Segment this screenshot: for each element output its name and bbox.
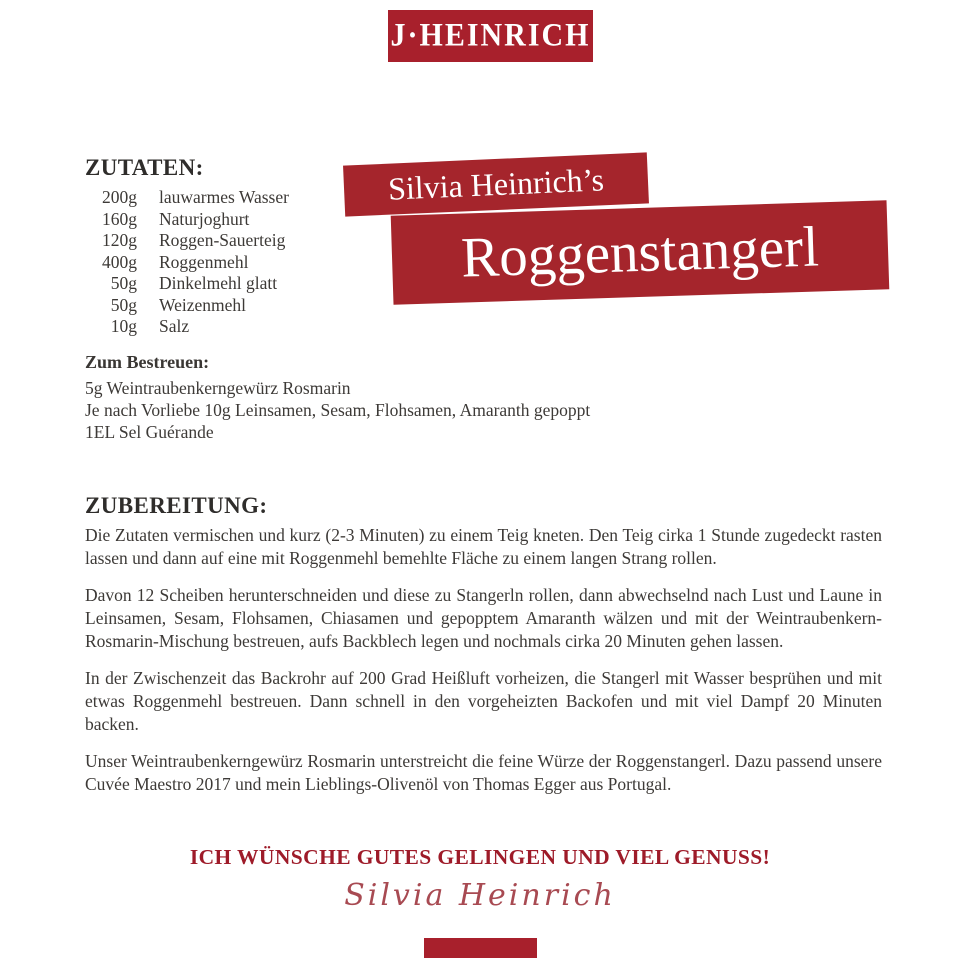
ingredients-heading: ZUTATEN: — [85, 155, 204, 180]
ingredient-name: Weizenmehl — [159, 294, 247, 315]
preparation-paragraph: In der Zwischenzeit das Backrohr auf 200 Grad Heißluft vorheizen, die Stangerl mit Wasser besprühen und mit etwas Roggenmehl bestreuen. Dann schnell in den vorgeheizten Backofen und mit viel Dampf 20 Minuten backen. — [85, 668, 882, 734]
title-author-text: Silvia Heinrich’s — [387, 161, 605, 207]
wish-line: ICH WÜNSCHE GUTES GELINGEN UND VIEL GENUSS! — [189, 845, 771, 869]
ingredient-amount: 50g — [110, 294, 137, 315]
ingredient-amount: 200g — [102, 187, 137, 207]
ingredient-row — [85, 273, 345, 295]
ingredients-section — [85, 155, 345, 338]
bottom-red-mark — [424, 938, 537, 958]
preparation-paragraph: Davon 12 Scheiben herunterschneiden und diese zu Stangerln rollen, dann abwechselnd nach Lust und Laune in Leinsamen, Sesam, Flohsamen, Chiasamen und gepopptem Amaranth wälzen und mit der Weintraubenkern-Rosmarin-Mischung bestreuen, aufs Backblech legen und nochmals cirka 20 Minuten gehen lassen. — [85, 585, 882, 651]
ingredient-amount: 400g — [102, 251, 137, 272]
ingredient-name: Roggen-Sauerteig — [159, 230, 286, 250]
ingredient-name: Roggenmehl — [159, 251, 249, 272]
topping-line: 1EL Sel Guérande — [85, 422, 214, 442]
brand-logo — [388, 10, 593, 62]
brand-logo-text: J·HEINRICH — [390, 17, 591, 54]
ingredient-amount: 160g — [102, 208, 137, 229]
ingredient-name: lauwarmes Wasser — [159, 187, 289, 207]
ingredient-row — [85, 316, 345, 338]
topping-heading: Zum Bestreuen: — [85, 352, 210, 372]
ingredient-row — [85, 187, 345, 209]
preparation-paragraph: Unser Weintraubenkerngewürz Rosmarin unterstreicht die feine Würze der Roggenstangerl. Dazu passend unsere Cuvée Maestro 2017 und mein Lieblings-Olivenöl von Thomas Egger aus Portugal. — [85, 751, 882, 794]
ingredient-name: Naturjoghurt — [159, 208, 250, 229]
ingredient-amount: 50g — [110, 273, 137, 293]
preparation-heading: ZUBEREITUNG: — [85, 493, 268, 518]
title-banner-author — [343, 152, 649, 216]
title-banner-recipe — [391, 200, 890, 305]
ingredient-name: Dinkelmehl glatt — [159, 273, 278, 293]
ingredient-row — [85, 252, 345, 274]
topping-line: Je nach Vorliebe 10g Leinsamen, Sesam, Flohsamen, Amaranth gepoppt — [85, 400, 591, 420]
preparation-paragraph: Die Zutaten vermischen und kurz (2-3 Minuten) zu einem Teig kneten. Den Teig cirka 1 Stunde zugedeckt rasten lassen und dann auf eine mit Roggenmehl bemehlte Fläche zu einem langen Strang rollen. — [85, 525, 882, 568]
ingredient-name: Salz — [159, 316, 190, 336]
recipe-title-text: Roggenstangerl — [460, 215, 820, 290]
ingredient-amount: 10g — [110, 316, 137, 336]
ingredient-row — [85, 230, 345, 252]
preparation-section — [85, 493, 882, 810]
ingredient-amount: 120g — [102, 230, 137, 250]
topping-line: 5g Weintraubenkerngewürz Rosmarin — [85, 378, 351, 398]
topping-section — [85, 352, 705, 443]
ingredient-row — [85, 295, 345, 317]
signature-text: Silvia Heinrich — [344, 878, 616, 913]
ingredient-row — [85, 209, 345, 231]
